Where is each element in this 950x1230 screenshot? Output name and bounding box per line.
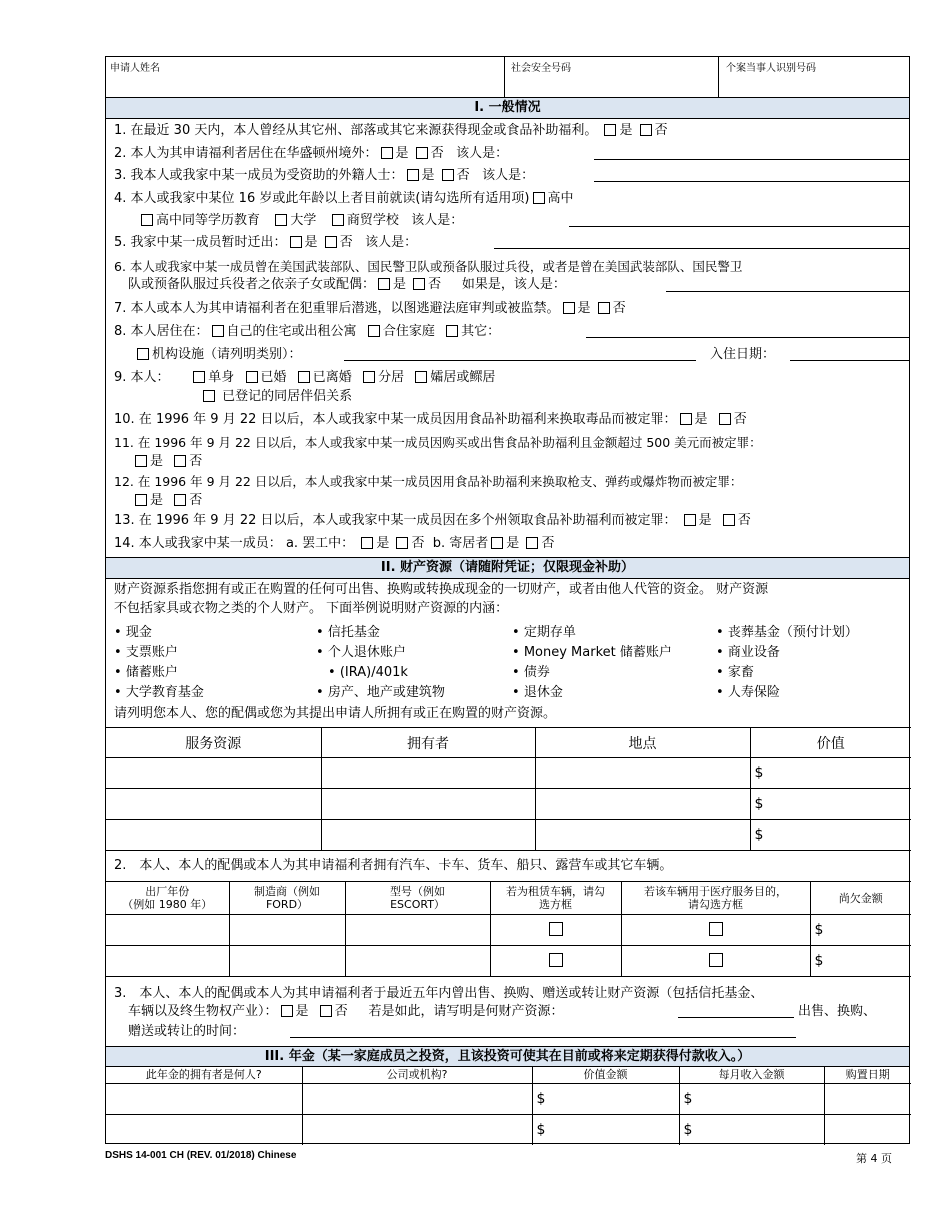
col-annuity-owner: 此年金的拥有者是何人? <box>106 1066 302 1083</box>
q14a-no-checkbox[interactable] <box>396 537 408 549</box>
q8-institution: 机构设施（请列明类别）： <box>134 346 302 364</box>
q7-yes-checkbox[interactable] <box>563 302 575 314</box>
table-row <box>106 946 911 977</box>
list-item: • 商业设备 <box>716 643 858 663</box>
q6-yes-checkbox[interactable] <box>378 278 390 290</box>
q4-hs-checkbox[interactable] <box>533 192 545 204</box>
list-item: • 个人退休账户 <box>316 643 445 663</box>
col-year: 出厂年份 （例如 1980 年） <box>106 882 229 915</box>
col-amount: 价值金额 <box>532 1066 679 1083</box>
q3-line3: 赠送或转让的时间： <box>128 1024 246 1039</box>
q4-trade-checkbox[interactable] <box>332 214 344 226</box>
page-number: 第 4 页 <box>856 1152 892 1165</box>
q2-who-field[interactable] <box>594 145 910 160</box>
q8-institution-field[interactable] <box>344 346 696 361</box>
col-medical: 若该车辆用于医疗服务目的， 请勾选方框 <box>621 882 810 915</box>
q4-options: 高中同等学历教育 大学 商贸学校 该人是： <box>138 212 463 230</box>
table-header-row <box>106 1066 911 1083</box>
col-monthly: 每月收入金额 <box>679 1066 824 1083</box>
q12: 12. 在 1996 年 9 月 22 日以后，本人或我家中某一成员因用食品补助福利来换取枪支、弹药或爆炸物而被定罪： <box>114 474 743 489</box>
q3-yes-checkbox[interactable] <box>281 1005 293 1017</box>
value-cell[interactable]: $ <box>750 789 911 820</box>
q12-options: 是 否 <box>132 492 202 510</box>
value-cell[interactable]: $ <box>750 820 911 851</box>
q8-other-checkbox[interactable] <box>446 325 458 337</box>
q14: 14. 本人或我家中某一成员： a. 罢工中： 是 否 b. 寄居者 是 否 <box>114 536 555 551</box>
list-item: • Money Market 储蓄账户 <box>512 643 672 663</box>
q1: 1. 在最近 30 天内，本人曾经从其它州、部落或其它来源获得现金或食品补助福利。 是 否 <box>114 123 668 138</box>
q8-institution-checkbox[interactable] <box>137 348 149 360</box>
q3-yes-checkbox[interactable] <box>407 169 419 181</box>
q13: 13. 在 1996 年 9 月 22 日以后，本人或我家中某一成员因在多个州领取食品补助福利而被定罪： 是 否 <box>114 513 751 528</box>
table-row <box>106 820 911 851</box>
vehicle-table <box>106 881 911 977</box>
medical-checkbox[interactable] <box>709 922 723 936</box>
owed-cell[interactable]: $ <box>810 915 911 946</box>
monthly-cell[interactable]: $ <box>679 1083 824 1114</box>
annuity-table <box>106 1066 911 1145</box>
section-2-title: II. 财产资源（请随附凭证；仅限现金补助） <box>106 557 909 579</box>
col-purchase-date: 购置日期 <box>824 1066 911 1083</box>
list-item: • (IRA)/401k <box>316 663 445 683</box>
q4-who-field[interactable] <box>569 212 910 227</box>
list-item: • 家畜 <box>716 663 858 683</box>
q10-yes-checkbox[interactable] <box>680 413 692 425</box>
list-item: • 大学教育基金 <box>114 683 204 703</box>
q14a-yes-checkbox[interactable] <box>361 537 373 549</box>
q9-married-checkbox[interactable] <box>246 371 258 383</box>
q3: 3. 我本人或我家中某一成员为受资助的外籍人士： 是 否 该人是： <box>114 168 535 183</box>
q3-sale-label: 出售、换购、 <box>798 1004 877 1019</box>
applicant-name-field[interactable]: 申请人姓名 <box>110 63 160 74</box>
q11-yes-checkbox[interactable] <box>135 455 147 467</box>
monthly-cell[interactable]: $ <box>679 1114 824 1145</box>
section-3-title: III. 年金（某一家庭成员之投资，且该投资可使其在目前或将来定期获得付款收入。） <box>106 1046 909 1067</box>
col-location: 地点 <box>535 728 750 758</box>
q2-no-checkbox[interactable] <box>416 147 428 159</box>
col-leased: 若为租赁车辆，请勾 选方框 <box>490 882 621 915</box>
list-item: • 支票账户 <box>114 643 204 663</box>
q4-college-checkbox[interactable] <box>275 214 287 226</box>
q9-divorced-checkbox[interactable] <box>298 371 310 383</box>
q5: 5. 我家中某一成员暂时迁出： 是 否 该人是： <box>114 235 418 250</box>
q3-no-checkbox[interactable] <box>442 169 454 181</box>
list-item: • 退休金 <box>512 683 672 703</box>
q3-date-field[interactable] <box>290 1023 796 1038</box>
resource-list-1 <box>114 623 204 703</box>
q13-no-checkbox[interactable] <box>723 514 735 526</box>
q11-no-checkbox[interactable] <box>174 455 186 467</box>
table-row <box>106 1114 911 1145</box>
q8-date-field[interactable] <box>790 346 910 361</box>
q7-no-checkbox[interactable] <box>598 302 610 314</box>
q14b-no-checkbox[interactable] <box>526 537 538 549</box>
col-model: 型号（例如 ESCORT） <box>345 882 490 915</box>
q10-no-checkbox[interactable] <box>719 413 731 425</box>
col-company: 公司或机构? <box>302 1066 532 1083</box>
owed-cell[interactable]: $ <box>810 946 911 977</box>
q3-resource-field[interactable] <box>678 1003 794 1018</box>
q11-options: 是 否 <box>132 453 202 471</box>
q9-partner-checkbox[interactable] <box>203 390 215 402</box>
q3-who-field[interactable] <box>594 167 910 182</box>
q4-ged-checkbox[interactable] <box>141 214 153 226</box>
list-item: • 房产、地产或建筑物 <box>316 683 445 703</box>
q9: 9. 本人： 单身 已婚 已离婚 分居 孀居或鳏居 <box>114 370 496 385</box>
q12-yes-checkbox[interactable] <box>135 494 147 506</box>
q8-own-checkbox[interactable] <box>212 325 224 337</box>
amount-cell[interactable]: $ <box>532 1083 679 1114</box>
q2-vehicles: 2. 本人、本人的配偶或本人为其申请福利者拥有汽车、卡车、货车、船只、露营车或其它车辆。 <box>114 858 673 873</box>
q13-yes-checkbox[interactable] <box>684 514 696 526</box>
table-row <box>106 915 911 946</box>
q5-who-field[interactable] <box>494 234 910 249</box>
list-item: • 信托基金 <box>316 623 445 643</box>
value-cell[interactable]: $ <box>750 758 911 789</box>
q9-partner: 已登记的同居伴侣关系 <box>200 388 352 406</box>
col-make: 制造商（例如 FORD） <box>229 882 345 915</box>
medical-checkbox[interactable] <box>709 953 723 967</box>
q12-no-checkbox[interactable] <box>174 494 186 506</box>
form <box>105 56 910 1144</box>
list-item: • 定期存单 <box>512 623 672 643</box>
resource-list-3 <box>512 623 672 703</box>
q8-date-label: 入住日期： <box>710 347 776 362</box>
header-row <box>106 57 909 97</box>
client-id-field[interactable]: 个案当事人识别号码 <box>726 63 816 74</box>
q2: 2. 本人为其申请福利者居住在华盛顿州境外： 是 否 该人是： <box>114 146 509 161</box>
form-id: DSHS 14-001 CH (REV. 01/2018) Chinese <box>105 1150 297 1161</box>
q5-no-checkbox[interactable] <box>325 236 337 248</box>
col-owner: 拥有者 <box>321 728 535 758</box>
section-1-title: I. 一般情况 <box>106 97 909 119</box>
table-row <box>106 789 911 820</box>
q4: 4. 本人或我家中某位 16 岁或此年龄以上者目前就读(请勾选所有适用项) 高中 <box>114 191 574 206</box>
list-item: • 现金 <box>114 623 204 643</box>
q9-single-checkbox[interactable] <box>193 371 205 383</box>
col-value: 价值 <box>750 728 911 758</box>
table-header-row <box>106 728 911 758</box>
q8: 8. 本人居住在： 自己的住宅或出租公寓 合住家庭 其它： <box>114 324 501 339</box>
sec2-intro-2: 不包括家具或衣物之类的个人财产。 下面举例说明财产资源的内涵： <box>114 601 509 616</box>
table-row <box>106 1083 911 1114</box>
table-row <box>106 758 911 789</box>
q3-no-checkbox[interactable] <box>320 1005 332 1017</box>
q3-transfers: 3. 本人、本人的配偶或本人为其申请福利者于最近五年内曾出售、换购、赠送或转让财产资源（包括信托基金、 <box>114 986 764 1001</box>
list-item: • 丧葬基金（预付计划） <box>716 623 858 643</box>
q8-shared-checkbox[interactable] <box>368 325 380 337</box>
amount-cell[interactable]: $ <box>532 1114 679 1145</box>
leased-checkbox[interactable] <box>549 922 563 936</box>
q14b-yes-checkbox[interactable] <box>491 537 503 549</box>
resource-table <box>106 727 911 851</box>
q6-who-field[interactable] <box>666 277 910 292</box>
resource-list-prompt: 请列明您本人、您的配偶或您为其提出申请人所拥有或正在购置的财产资源。 <box>114 706 557 721</box>
list-item: • 债券 <box>512 663 672 683</box>
q1-no-checkbox[interactable] <box>640 124 652 136</box>
list-item: • 人寿保险 <box>716 683 858 703</box>
q11: 11. 在 1996 年 9 月 22 日以后，本人或我家中某一成员因购买或出售食品补助福利且金额超过 500 美元而被定罪： <box>114 435 762 450</box>
q6-no-checkbox[interactable] <box>413 278 425 290</box>
q3-line2: 车辆以及终生物权产业）： 是 否 若是如此，请写明是何财产资源： <box>128 1004 564 1019</box>
q7: 7. 本人或本人为其申请福利者在犯重罪后潜逃，以图逃避法庭审判或被监禁。 是 否 <box>114 301 626 316</box>
col-resource: 服务资源 <box>106 728 321 758</box>
leased-checkbox[interactable] <box>549 953 563 967</box>
q9-widowed-checkbox[interactable] <box>415 371 427 383</box>
q1-yes-checkbox[interactable] <box>604 124 616 136</box>
sec2-intro-1: 财产资源系指您拥有或正在购置的任何可出售、换购或转换成现金的一切财产，或者由他人代管的资金。 财产资源 <box>114 582 769 597</box>
table-header-row <box>106 882 911 915</box>
q8-other-field[interactable] <box>586 323 910 338</box>
q6: 6. 本人或我家中某一成员曾在美国武装部队、国民警卫队或预备队服过兵役，或者是曾在美国武装部队、国民警卫 <box>114 259 743 274</box>
resource-list-4 <box>716 623 858 703</box>
q6-line2: 队或预备队服过兵役者之依亲子女或配偶： 是 否 如果是，该人是： <box>128 277 566 292</box>
resource-list-2 <box>316 623 445 703</box>
ssn-field[interactable]: 社会安全号码 <box>511 63 571 74</box>
q2-yes-checkbox[interactable] <box>381 147 393 159</box>
q5-yes-checkbox[interactable] <box>290 236 302 248</box>
col-owed: 尚欠金额 <box>810 882 911 915</box>
q9-separated-checkbox[interactable] <box>363 371 375 383</box>
q10: 10. 在 1996 年 9 月 22 日以后，本人或我家中某一成员因用食品补助福利来换取毒品而被定罪： 是 否 <box>114 412 747 427</box>
list-item: • 储蓄账户 <box>114 663 204 683</box>
